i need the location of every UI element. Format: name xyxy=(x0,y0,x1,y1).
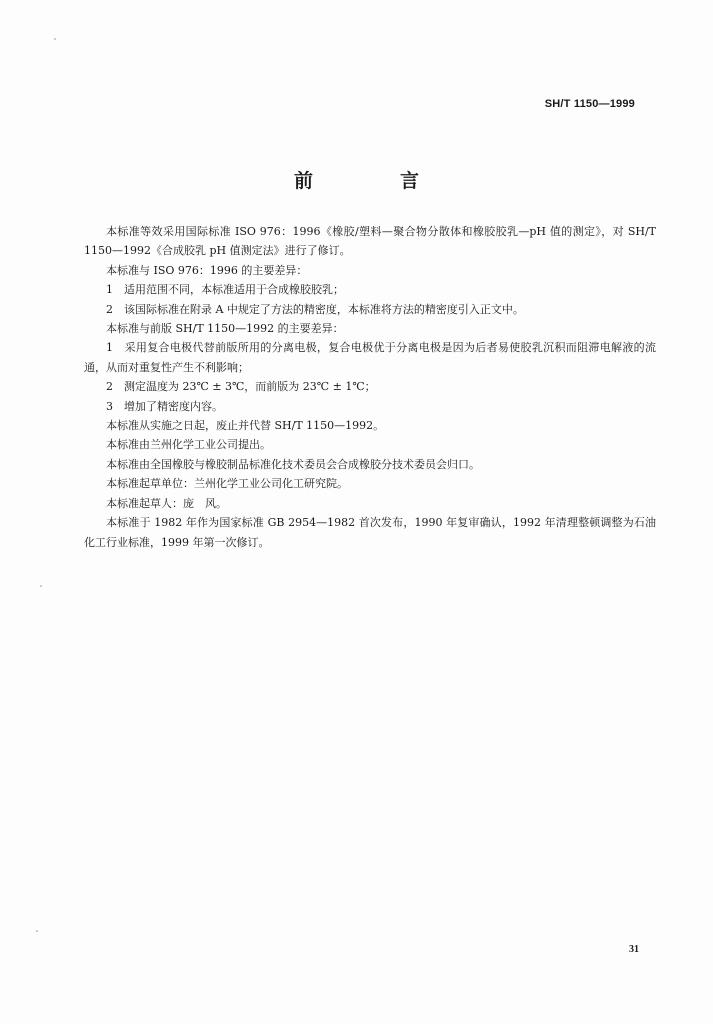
list-item: 1 适用范围不同，本标准适用于合成橡胶胶乳； xyxy=(106,283,344,297)
scan-speck xyxy=(54,38,56,40)
list-item: 1 采用复合电极代替前版所用的分离电极，复合电极优于分离电极是因为后者易使胶乳沉积而阻滞电解液的流通，从而对重复性产生不利影响； xyxy=(84,341,656,374)
paragraph: 本标准与前版 SH/T 1150—1992 的主要差异： xyxy=(106,322,344,336)
paragraph: 本标准起草单位：兰州化学工业公司化工研究院。 xyxy=(106,477,348,491)
list-item: 2 该国际标准在附录 A 中规定了方法的精密度，本标准将方法的精密度引入正文中。 xyxy=(106,302,524,316)
paragraph: 本标准由全国橡胶与橡胶制品标准化技术委员会合成橡胶分技术委员会归口。 xyxy=(106,457,480,471)
foreword-body xyxy=(84,222,656,552)
paragraph: 本标准于 1982 年作为国家标准 GB 2954—1982 首次发布，1990 年复审确认，1992 年清理整顿调整为石油化工行业标准，1999 年第一次修订。 xyxy=(84,516,656,549)
paragraph: 本标准起草人：庞 风。 xyxy=(106,496,227,510)
paragraph: 本标准由兰州化学工业公司提出。 xyxy=(106,438,271,452)
scan-speck xyxy=(36,930,38,932)
paragraph: 本标准等效采用国际标准 ISO 976：1996《橡胶/塑料—聚合物分散体和橡胶胶乳—pH 值的测定》，对 SH/T 1150—1992《合成胶乳 pH 值测定法》进行了修订。 xyxy=(84,225,656,258)
paragraph: 本标准从实施之日起，废止并代替 SH/T 1150—1992。 xyxy=(106,419,385,433)
list-item: 2 测定温度为 23℃ ± 3℃，而前版为 23℃ ± 1℃； xyxy=(106,380,376,394)
page-number: 31 xyxy=(629,944,639,955)
list-item: 3 增加了精密度内容。 xyxy=(106,399,223,413)
scan-speck xyxy=(40,585,42,587)
paragraph: 本标准与 ISO 976：1996 的主要差异： xyxy=(106,263,308,277)
standard-code: SH/T 1150—1999 xyxy=(544,98,635,110)
page-title: 前 言 xyxy=(293,170,453,192)
